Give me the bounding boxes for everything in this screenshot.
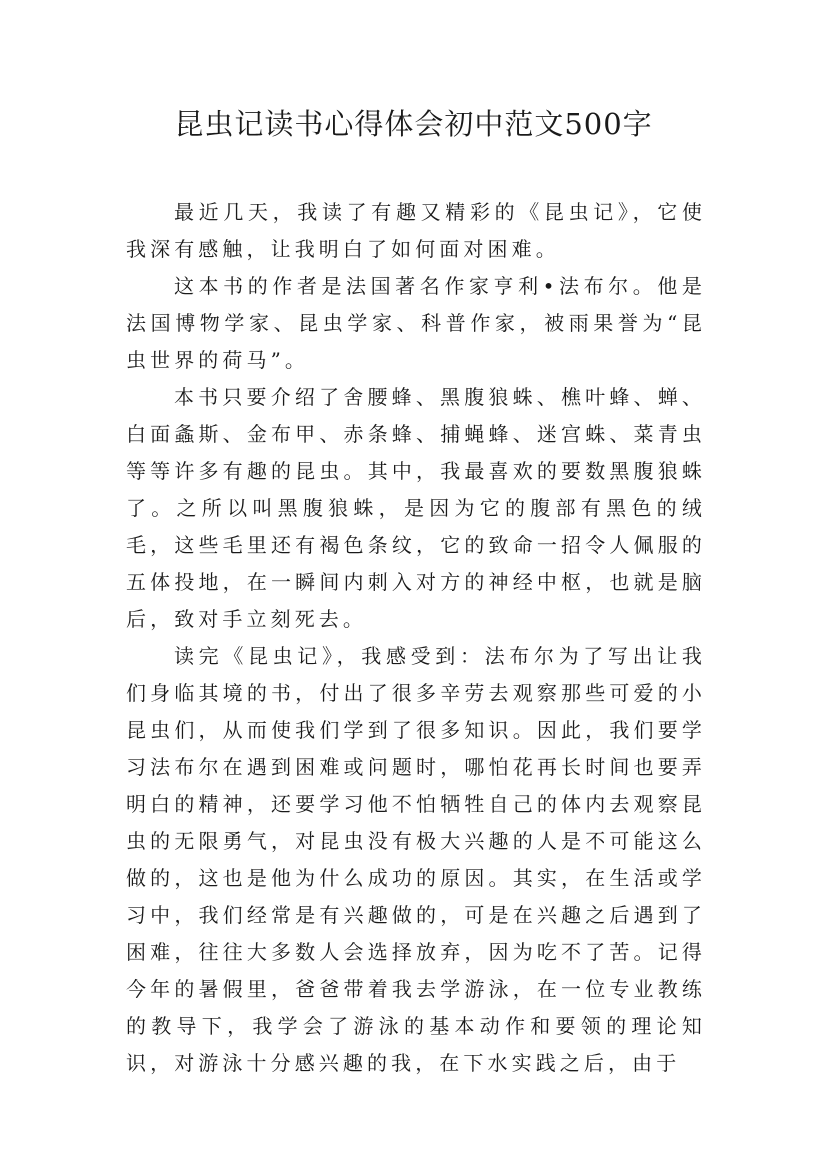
paragraph-1: 最近几天，我读了有趣又精彩的《昆虫记》，它使我深有感触，让我明白了如何面对困难。: [126, 200, 706, 261]
paragraph-2: 这本书的作者是法国著名作家亨利•法布尔。他是法国博物学家、昆虫学家、科普作家，被雨果誉为“昆虫世界的荷马”。: [126, 274, 706, 372]
document-body: [126, 194, 706, 1082]
document-title: 昆虫记读书心得体会初中范文500字: [174, 107, 653, 141]
paragraph-4: 读完《昆虫记》，我感受到：法布尔为了写出让我们身临其境的书，付出了很多辛劳去观察那些可爱的小昆虫们，从而使我们学到了很多知识。因此，我们要学习法布尔在遇到困难或问题时，哪怕花再长时间也要弄明白的精神，还要学习他不怕牺牲自己的体内去观察昆虫的无限勇气，对昆虫没有极大兴趣的人是不可能这么做的，这也是他为什么成功的原因。其实，在生活或学习中，我们经常是有兴趣做的，可是在兴趣之后遇到了困难，往往大多数人会选择放弃，因为吃不了苦。记得今年的暑假里，爸爸带着我去学游泳，在一位专业教练的教导下，我学会了游泳的基本动作和要领的理论知识，对游泳十分感兴趣的我，在下水实践之后，由于: [126, 644, 706, 1075]
paragraph-3: 本书只要介绍了舍腰蜂、黑腹狼蛛、樵叶蜂、蝉、白面螽斯、金布甲、赤条蜂、捕蝇蜂、迷宫蛛、菜青虫等等许多有趣的昆虫。其中，我最喜欢的要数黑腹狼蛛了。之所以叫黑腹狼蛛，是因为它的腹部有黑色的绒毛，这些毛里还有褐色条纹，它的致命一招令人佩服的五体投地，在一瞬间内刺入对方的神经中枢，也就是脑后，致对手立刻死去。: [126, 385, 706, 631]
